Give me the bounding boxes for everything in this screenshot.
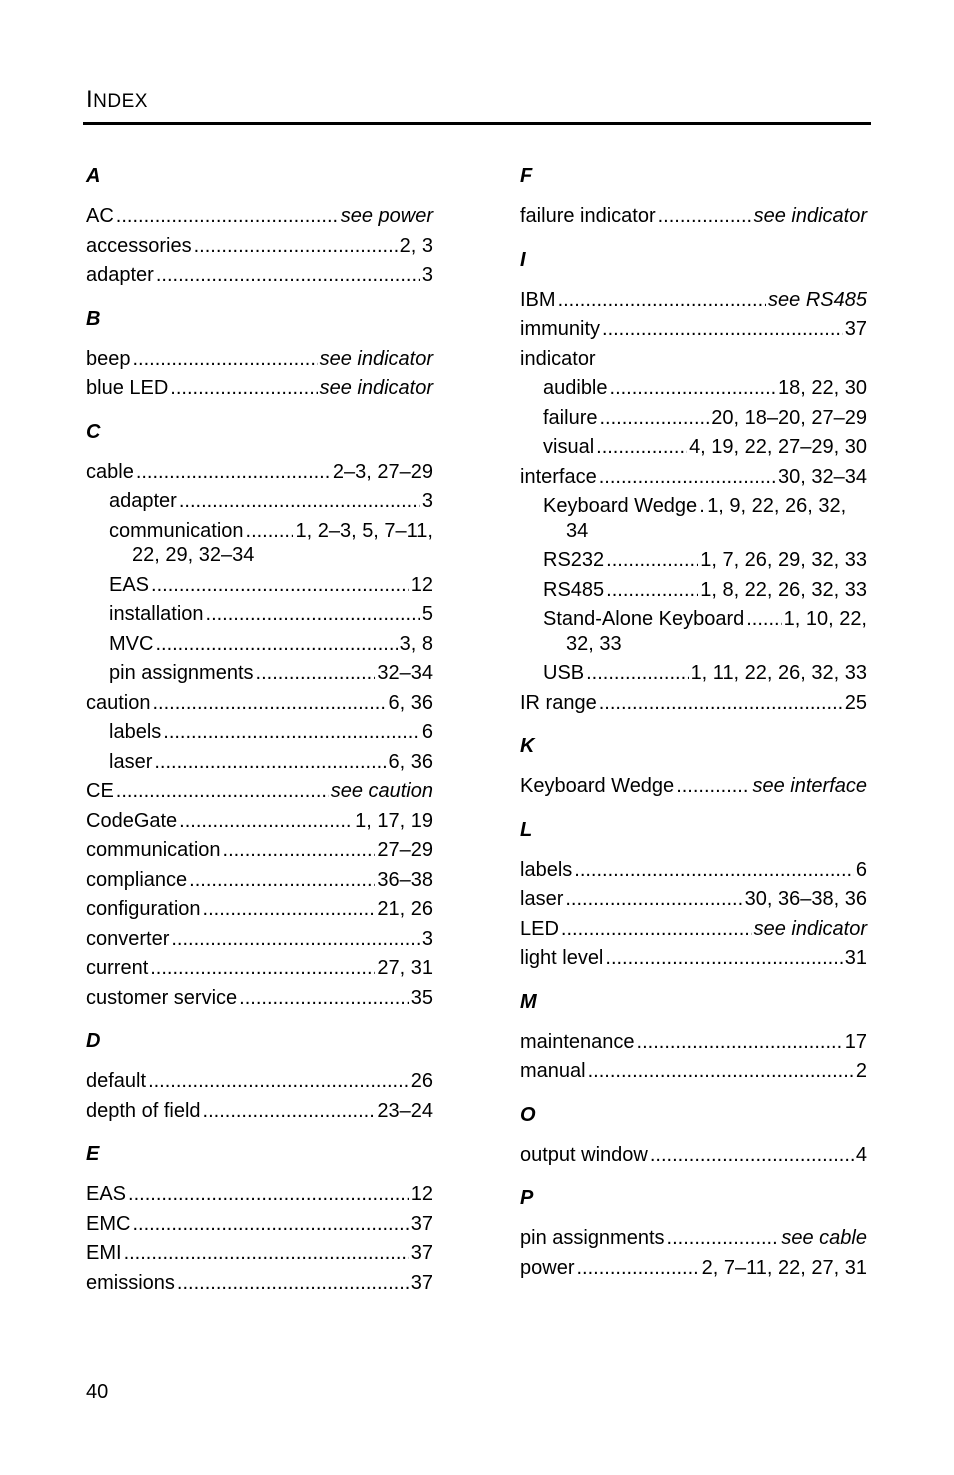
entry-ref-continued: 32, 33 (566, 632, 622, 655)
header-rule (83, 122, 871, 125)
entry-ref: 3 (421, 490, 433, 512)
entry-ref: 23–24 (377, 1099, 433, 1122)
index-section-m (520, 988, 867, 1086)
entry-ref: 3 (421, 264, 433, 286)
leader-dots (177, 1271, 409, 1296)
entry-ref: see indicator (753, 205, 867, 227)
header-title-rest: NDEX (93, 91, 148, 112)
entry-term: Stand-Alone Keyboard (543, 608, 745, 630)
entry-ref: 1, 8, 22, 26, 32, 33 (700, 578, 867, 601)
entry-ref: 25 (844, 691, 867, 714)
entry-term: laser (520, 888, 564, 910)
leader-dots (206, 602, 420, 627)
index-entry (86, 806, 433, 836)
leader-dots (599, 691, 843, 716)
entry-term: cable (86, 460, 134, 483)
leader-dots (746, 607, 781, 632)
leader-dots (676, 774, 750, 799)
entry-term: indicator (520, 347, 596, 370)
entry-ref: see indicator (319, 377, 433, 399)
index-entry (86, 894, 433, 924)
leader-dots (586, 661, 688, 686)
entry-ref: 18, 22, 30 (778, 377, 867, 399)
leader-dots (599, 406, 709, 431)
entry-ref: 5 (421, 603, 433, 625)
section-letter: M (520, 990, 537, 1013)
entry-term: CE (86, 780, 114, 802)
leader-dots (658, 204, 752, 229)
index-subentry (86, 599, 433, 629)
entry-ref: 2 (855, 1060, 867, 1082)
index-subentry (86, 717, 433, 747)
entry-term: compliance (86, 868, 188, 891)
index-entry (86, 344, 433, 374)
entry-ref: 3, 8 (399, 632, 433, 655)
entry-ref: see cable (781, 1227, 867, 1249)
entry-term: laser (109, 750, 153, 773)
entry-ref-continued: 34 (566, 519, 589, 542)
entry-term: communication (86, 839, 221, 861)
leader-dots (148, 1069, 409, 1094)
index-column-right (520, 162, 867, 1282)
leader-dots (650, 1143, 854, 1168)
entry-term: labels (520, 858, 573, 881)
index-entry (520, 314, 867, 344)
index-entry (86, 1238, 433, 1268)
leader-dots (588, 1059, 854, 1084)
leader-dots (151, 573, 409, 598)
entry-ref: 6 (421, 721, 433, 743)
entry-term: default (86, 1070, 147, 1092)
index-entry (520, 943, 867, 973)
entry-term: Keyboard Wedge (543, 495, 698, 517)
index-section-i (520, 246, 867, 718)
entry-term: light level (520, 947, 604, 969)
entry-term: EMI (86, 1242, 122, 1264)
entry-term: visual (543, 436, 595, 458)
index-section-d (86, 1027, 433, 1125)
entry-ref: 37 (844, 318, 867, 340)
index-entry (520, 285, 867, 315)
leader-dots (558, 288, 766, 313)
leader-dots (596, 435, 687, 460)
entry-ref-continued: 22, 29, 32–34 (132, 544, 255, 566)
entry-term: current (86, 957, 149, 979)
leader-dots (116, 204, 339, 229)
entry-ref: see interface (752, 775, 867, 797)
index-section-b (86, 305, 433, 403)
leader-dots (203, 897, 376, 922)
index-entry (520, 1253, 867, 1283)
entry-term: MVC (109, 632, 154, 655)
leader-dots (667, 1226, 780, 1251)
leader-dots (637, 1030, 843, 1055)
entry-term: emissions (86, 1271, 175, 1294)
entry-term: AC (86, 205, 114, 227)
leader-dots (203, 1099, 376, 1124)
leader-dots (153, 691, 387, 716)
entry-ref: 2, 3 (399, 234, 433, 257)
entry-ref: 30, 36–38, 36 (744, 888, 867, 910)
index-subentry (86, 516, 433, 570)
entry-term: failure indicator (520, 205, 656, 227)
section-letter: E (86, 1143, 100, 1165)
header-title-initial: I (86, 86, 94, 113)
index-subentry (86, 658, 433, 688)
entry-term: pin assignments (109, 662, 254, 684)
index-entry (86, 231, 433, 261)
entry-term: adapter (109, 490, 177, 512)
index-entry (520, 1027, 867, 1057)
entry-ref: 20, 18–20, 27–29 (711, 406, 867, 429)
entry-term: maintenance (520, 1030, 635, 1053)
index-entry (520, 344, 867, 374)
index-entry (86, 373, 433, 403)
entry-term: depth of field (86, 1099, 201, 1122)
leader-dots (699, 494, 705, 519)
entry-ref: 1, 7, 26, 29, 32, 33 (700, 549, 867, 571)
entry-term: audible (543, 377, 608, 399)
index-subentry (86, 486, 433, 516)
index-section-l (520, 816, 867, 973)
index-entry (520, 855, 867, 885)
leader-dots (179, 489, 420, 514)
leader-dots (133, 347, 318, 372)
index-entry (520, 1056, 867, 1086)
leader-dots (606, 548, 698, 573)
leader-dots (576, 1256, 699, 1281)
leader-dots (194, 234, 398, 259)
entry-term: communication (109, 519, 244, 542)
leader-dots (223, 838, 376, 863)
leader-dots (170, 376, 317, 401)
entry-term: converter (86, 927, 170, 950)
index-section-f (520, 162, 867, 231)
entry-ref: 1, 2–3, 5, 7–11, (295, 519, 433, 542)
leader-dots (606, 578, 698, 603)
entry-ref: 3 (421, 927, 433, 950)
index-entry (86, 953, 433, 983)
leader-dots (128, 1182, 409, 1207)
entry-term: power (520, 1256, 575, 1279)
index-column-left (86, 162, 433, 1297)
entry-term: beep (86, 347, 131, 370)
entry-term: manual (520, 1060, 586, 1082)
leader-dots (132, 1212, 408, 1237)
index-entry (86, 260, 433, 290)
index-section-p (520, 1184, 867, 1282)
leader-dots (189, 868, 375, 893)
section-letter: L (520, 818, 533, 841)
page-header (86, 86, 148, 114)
index-entry (520, 771, 867, 801)
entry-ref: see indicator (319, 347, 433, 370)
entry-term: accessories (86, 234, 192, 257)
index-section-k (520, 732, 867, 801)
index-entry (86, 865, 433, 895)
leader-dots (599, 465, 776, 490)
entry-term: labels (109, 721, 162, 743)
index-subentry (86, 629, 433, 659)
index-subentry (520, 545, 867, 575)
index-entry (86, 1066, 433, 1096)
index-entry (520, 884, 867, 914)
index-entry (86, 688, 433, 718)
entry-ref: 36–38 (377, 868, 433, 891)
entry-term: caution (86, 691, 151, 714)
entry-ref: 17 (844, 1030, 867, 1053)
index-entry (86, 1096, 433, 1126)
section-letter: O (520, 1103, 536, 1126)
leader-dots (150, 956, 375, 981)
entry-ref: 1, 11, 22, 26, 32, 33 (690, 662, 867, 684)
entry-ref: 6 (855, 858, 867, 881)
leader-dots (246, 519, 294, 544)
entry-term: interface (520, 465, 597, 488)
index-section-o (520, 1101, 867, 1170)
index-subentry (520, 373, 867, 403)
leader-dots (155, 632, 397, 657)
entry-term: LED (520, 917, 559, 940)
entry-ref: 26 (410, 1070, 433, 1092)
entry-ref: 30, 32–34 (778, 465, 867, 488)
section-letter: C (86, 420, 101, 443)
index-subentry (86, 747, 433, 777)
entry-ref: 1, 10, 22, (783, 608, 867, 630)
index-subentry (520, 432, 867, 462)
entry-term: EAS (109, 573, 150, 596)
entry-ref: 27–29 (377, 839, 433, 861)
index-entry (520, 1140, 867, 1170)
entry-term: configuration (86, 898, 201, 920)
leader-dots (565, 887, 742, 912)
entry-ref: 35 (410, 986, 433, 1009)
index-entry (86, 776, 433, 806)
entry-term: IBM (520, 288, 556, 311)
entry-term: EAS (86, 1183, 127, 1205)
index-entry (520, 1223, 867, 1253)
entry-term: customer service (86, 986, 238, 1009)
index-entry (86, 835, 433, 865)
section-letter: D (86, 1030, 101, 1052)
leader-dots (610, 376, 777, 401)
index-entry (520, 462, 867, 492)
leader-dots (561, 917, 752, 942)
index-entry (86, 1268, 433, 1298)
section-letter: F (520, 165, 533, 187)
entry-ref: 32–34 (377, 662, 433, 684)
leader-dots (116, 779, 329, 804)
entry-ref: see indicator (753, 917, 867, 940)
index-subentry (520, 658, 867, 688)
leader-dots (256, 661, 376, 686)
entry-ref: see RS485 (768, 288, 867, 311)
index-subentry (520, 575, 867, 605)
leader-dots (154, 750, 386, 775)
index-entry (86, 457, 433, 487)
leader-dots (163, 720, 420, 745)
leader-dots (239, 986, 409, 1011)
index-subentry (520, 604, 867, 658)
entry-ref: 1, 17, 19 (355, 809, 433, 832)
entry-term: immunity (520, 318, 601, 340)
section-letter: K (520, 735, 535, 757)
entry-ref: 12 (410, 1183, 433, 1205)
entry-ref: 2, 7–11, 22, 27, 31 (701, 1256, 867, 1279)
entry-term: adapter (86, 264, 154, 286)
page-number: 40 (86, 1381, 109, 1403)
entry-ref: 6, 36 (388, 691, 433, 714)
leader-dots (574, 858, 854, 883)
entry-ref: see caution (330, 780, 433, 802)
entry-term: EMC (86, 1212, 131, 1235)
leader-dots (171, 927, 420, 952)
section-letter: I (520, 248, 526, 271)
index-section-a (86, 162, 433, 290)
index-section-c (86, 418, 433, 1013)
index-entry (86, 983, 433, 1013)
entry-ref: 37 (410, 1212, 433, 1235)
entry-ref: 37 (410, 1271, 433, 1294)
index-entry (520, 688, 867, 718)
index-entry (520, 201, 867, 231)
entry-term: blue LED (86, 377, 169, 399)
entry-term: CodeGate (86, 809, 178, 832)
entry-term: pin assignments (520, 1227, 665, 1249)
index-subentry (86, 570, 433, 600)
entry-ref: 21, 26 (377, 898, 433, 920)
entry-ref: 37 (410, 1242, 433, 1264)
entry-ref: 27, 31 (377, 957, 433, 979)
index-entry (86, 1179, 433, 1209)
index-subentry (520, 403, 867, 433)
entry-term: USB (543, 662, 585, 684)
leader-dots (124, 1241, 409, 1266)
index-section-e (86, 1140, 433, 1297)
entry-term: RS485 (543, 578, 605, 601)
entry-term: output window (520, 1143, 648, 1166)
entry-ref: 31 (844, 947, 867, 969)
index-entry (86, 201, 433, 231)
index-entry (520, 914, 867, 944)
entry-ref: see power (340, 205, 433, 227)
section-letter: A (86, 165, 101, 187)
entry-term: IR range (520, 691, 597, 714)
entry-ref: 2–3, 27–29 (332, 460, 433, 483)
entry-term: installation (109, 603, 204, 625)
index-entry (86, 1209, 433, 1239)
entry-ref: 12 (410, 573, 433, 596)
leader-dots (602, 317, 843, 342)
entry-term: failure (543, 406, 598, 429)
section-letter: P (520, 1187, 534, 1209)
leader-dots (179, 809, 353, 834)
entry-ref: 4, 19, 22, 27–29, 30 (689, 436, 867, 458)
index-subentry (520, 491, 867, 545)
entry-term: Keyboard Wedge (520, 775, 675, 797)
entry-ref: 6, 36 (388, 750, 433, 773)
entry-term: RS232 (543, 549, 605, 571)
section-letter: B (86, 307, 101, 330)
leader-dots (605, 946, 842, 971)
entry-ref: 4 (855, 1143, 867, 1166)
leader-dots (136, 460, 331, 485)
index-entry (86, 924, 433, 954)
entry-ref: 1, 9, 22, 26, 32, (707, 495, 847, 517)
leader-dots (156, 263, 420, 288)
